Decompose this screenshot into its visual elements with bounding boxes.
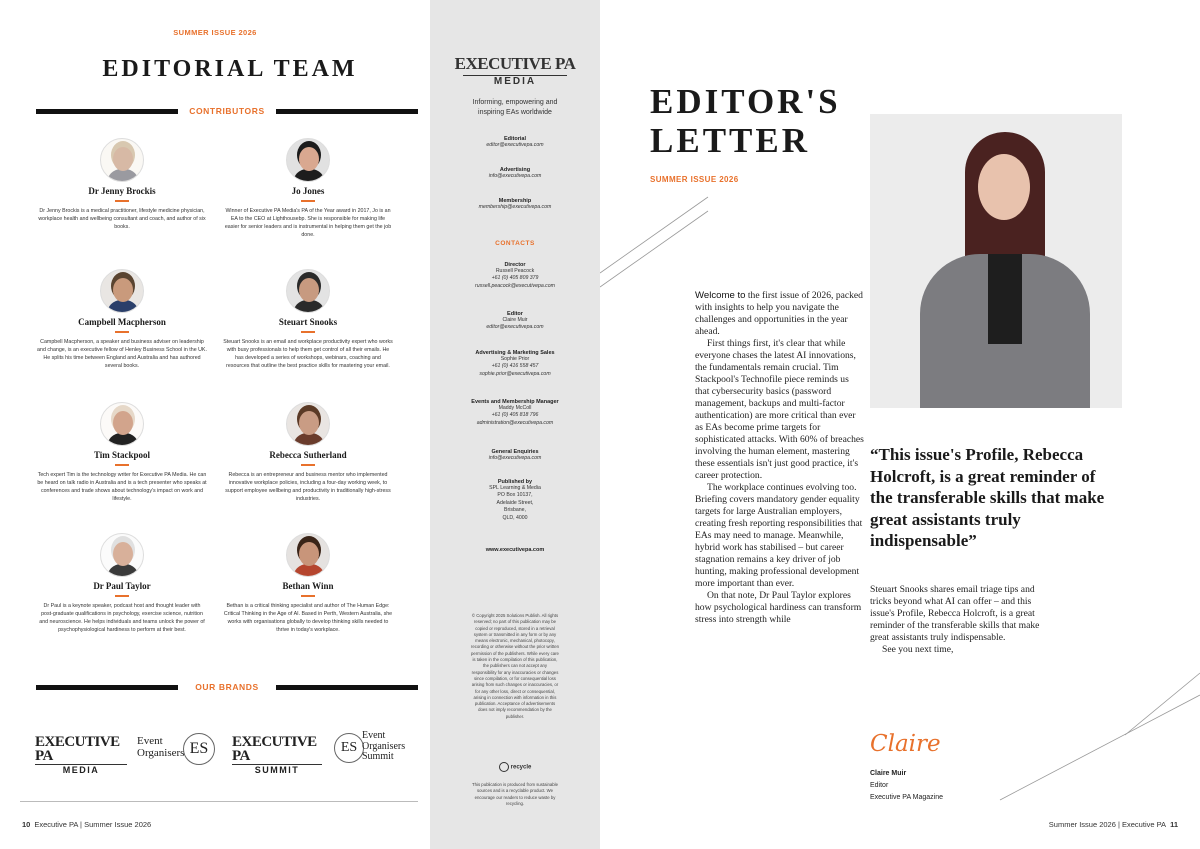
brands-label: OUR BRANDS: [195, 682, 259, 692]
col2-paragraph: Steuart Snooks shares email triage tips and tricks beyond what AI can offer – and this issue's Profile, Rebecca Holcroft, is a great reminder of the transferable skills that make great assistants truly indispensable.: [870, 584, 1040, 643]
issue-tag: SUMMER ISSUE 2026: [173, 28, 257, 37]
recycle-label: recycle: [510, 764, 532, 771]
name-underline: [301, 595, 315, 597]
contributor-card: [37, 269, 207, 370]
avatar-face: [299, 278, 319, 302]
membership-email[interactable]: membership@executivepa.com: [478, 204, 552, 210]
contact-email[interactable]: administration@executivepa.com: [476, 419, 554, 426]
signatory-name: Claire Muir: [870, 770, 907, 777]
es-summit-mark-icon: ES: [334, 733, 364, 763]
footer-rule: [20, 801, 418, 802]
masthead-logo: [430, 54, 600, 87]
membership-contact: [430, 198, 600, 211]
advertising-email[interactable]: info@executivepa.com: [488, 173, 542, 179]
avatar-face: [113, 147, 133, 171]
name-underline: [115, 595, 129, 597]
contributor-bio: Rebecca is an entrepreneur and business mentor who implemented innovative workplace policies, including a four-day working week, to support employee wellbeing and productivity in traditionally high-stress industries.: [225, 472, 391, 502]
brands-divider-right: [276, 685, 418, 690]
portrait-top: [988, 254, 1022, 344]
name-underline: [115, 464, 129, 466]
contact-name: Russell Peacock: [495, 268, 535, 274]
contributor-name: Jo Jones: [291, 186, 325, 196]
title-line-1: EDITOR'S: [650, 82, 841, 121]
contact-name: Maddy McColl: [498, 405, 532, 411]
left-page: [0, 0, 430, 849]
brand-eos-text: [362, 731, 405, 763]
brand-summit-wordmark: SUMMIT: [232, 764, 322, 775]
editorial-head: Editorial: [503, 136, 526, 142]
avatar: [100, 138, 144, 182]
contact-role: Events and Membership Manager: [471, 399, 559, 405]
recycle-badge: [430, 762, 600, 772]
contact-role: Director: [504, 262, 526, 268]
letter-paragraph-3: The workplace continues evolving too. Briefing covers mandatory gender equality targets for large Australian employers, creating fresh reporting responsibilities that EAs may need to manage. Meanwhile, hybrid work has stabilised – but career stagnation remains a key driver of job hunting, making professional development more important than ever.: [695, 482, 863, 589]
contributor-card: [37, 138, 207, 231]
contributor-name: Dr Paul Taylor: [93, 581, 151, 591]
avatar-face: [113, 542, 133, 566]
signatory: [870, 768, 943, 804]
contact-role: Advertising & Marketing Sales: [475, 350, 555, 356]
advertising-head: Advertising: [499, 167, 531, 173]
avatar: [286, 138, 330, 182]
avatar-face: [299, 147, 319, 171]
contact-entry: [430, 449, 600, 462]
right-page-number: 11: [1170, 820, 1178, 829]
name-underline: [301, 464, 315, 466]
name-underline: [301, 331, 315, 333]
avatar: [100, 269, 144, 313]
recycle-note: This publication is produced from sustainable sources and is a recyclable product. We encourage our readers to reduce waste by recycling.: [472, 782, 558, 806]
avatar: [286, 402, 330, 446]
contributor-bio: Campbell Macpherson, a speaker and business adviser on leadership and change, is an executive fellow of Henley Business School in the UK. He splits his time between England and Australia and has authored several books.: [37, 339, 207, 369]
contributor-card: [223, 533, 393, 634]
contributor-card: [223, 269, 393, 370]
decorative-lines-bottom: [995, 665, 1200, 805]
letter-paragraph-1: [695, 290, 865, 338]
contributor-bio: Dr Jenny Brockis is a medical practitioner, lifestyle medicine physician, workplace health and wellbeing consultant and coach, and author of six books.: [38, 208, 206, 230]
left-folio-text: Executive PA | Summer Issue 2026: [34, 820, 152, 829]
name-underline: [115, 200, 129, 202]
avatar-face: [113, 411, 133, 435]
contributor-bio: Steuart Snooks is an email and workplace productivity expert who works with busy professionals to help them get control of all their emails. He has developed a series of workshops, webinars, coaching and resources that outline the best practice skills for mastering your email.: [223, 339, 393, 369]
decorative-lines-top: [600, 195, 710, 290]
pull-quote: “This issue's Profile, Rebecca Holcroft, is a great reminder of the transferable skills that make great assistants truly indispensable”: [870, 445, 1105, 550]
contact-role: Editor: [507, 311, 523, 317]
contributor-name: Rebecca Sutherland: [269, 450, 347, 460]
brand-event-organisers-summit: [334, 731, 424, 765]
portrait-face: [978, 154, 1030, 220]
editorial-contact: [430, 136, 600, 149]
brands-divider-left: [36, 685, 178, 690]
contact-entry: [430, 399, 600, 427]
contact-email[interactable]: russell.peacock@executivepa.com: [475, 282, 555, 289]
letter-column-1: [695, 290, 865, 626]
masthead-logo-sub: MEDIA: [463, 75, 567, 87]
brand-executive-pa-summit: [232, 735, 322, 775]
es-mark-icon: ES: [183, 733, 215, 765]
right-issue-tag: SUMMER ISSUE 2026: [650, 175, 739, 184]
right-folio-text: Summer Issue 2026 | Executive PA: [1048, 820, 1167, 829]
letter-paragraph-2: First things first, it's clear that while everyone chases the latest AI innovations, the fundamentals remain crucial. Tim Stackpool's Technofile piece reminds us that cybersecurity basics (password management, backups and multi-factor authentication) are more critical than ever as EAs become prime targets for sophisticated attacks. With 60% of breaches involving the human element, mastering these essentials isn't just good practice, it's career protection.: [695, 338, 864, 481]
avatar-face: [299, 411, 319, 435]
contact-name: Sophie Prior: [500, 356, 530, 362]
contributor-bio: Dr Paul is a keynote speaker, podcast host and thought leader with post-graduate qualifications in psychology, exercise science, nutrition and neuroscience. He helps individuals and teams unlock the power of psychophysiological hardiness to perform at their best.: [39, 603, 205, 633]
contact-phone[interactable]: +61 (0) 416 558 457: [491, 363, 539, 370]
brand-eos-line2: Organisers: [362, 740, 406, 752]
brand-epa-wordmark: EXECUTIVE PA: [35, 734, 120, 764]
name-underline: [115, 331, 129, 333]
contacts-label: CONTACTS: [495, 240, 535, 247]
brand-eos-line3: Summit: [362, 751, 394, 762]
publisher-block: [430, 479, 600, 522]
advertising-contact: [430, 167, 600, 180]
masthead-column: [430, 0, 600, 849]
avatar-face: [299, 542, 319, 566]
recycle-icon: [499, 762, 509, 772]
avatar-face: [113, 278, 133, 302]
contributor-card: [223, 138, 393, 239]
divider-left: [36, 109, 178, 114]
contact-email[interactable]: info@executivepa.com: [488, 455, 542, 461]
published-line: QLD, 4000: [502, 514, 528, 521]
editorial-email[interactable]: editor@executivepa.com: [486, 142, 544, 148]
published-head: Published by: [497, 479, 533, 485]
name-underline: [301, 200, 315, 202]
brand-eos-line1: Event: [362, 730, 386, 741]
left-folio: [22, 820, 151, 829]
contact-entry: [430, 262, 600, 290]
lead-in: Welcome to: [695, 290, 746, 301]
sign-off: See you next time,: [882, 644, 954, 655]
para-1-text: the first issue of 2026, packed with insights to help you navigate the challenges and opportunities in the year ahead.: [695, 290, 863, 337]
contributors-label: CONTRIBUTORS: [189, 106, 265, 116]
contributor-card: [37, 533, 207, 634]
letter-column-2: [870, 584, 1040, 656]
contributor-bio: Bethan is a critical thinking specialist and author of The Human Edge: Critical Thinking in the Age of AI. Based in Perth, Western Australia, she works with organisations globally to develop thinking skills needed to thrive in today's workplace.: [223, 603, 393, 633]
brand-epa-summit-wordmark: EXECUTIVE PA: [232, 734, 317, 764]
published-line: SPL Learning & Media: [489, 485, 541, 491]
right-page: [600, 0, 1200, 849]
editor-portrait: [870, 114, 1122, 408]
brand-event-organisers: [137, 735, 227, 767]
contributor-card: [223, 402, 393, 503]
brand-media-wordmark: MEDIA: [35, 764, 127, 775]
contributor-name: Bethan Winn: [282, 581, 334, 591]
avatar: [100, 402, 144, 446]
brand-executive-pa-media: [35, 735, 127, 775]
letter-paragraph-4: On that note, Dr Paul Taylor explores how psychological hardiness can transform stress into strength while: [695, 590, 862, 625]
editors-letter-title: [650, 82, 841, 160]
signatory-role: Editor: [870, 782, 889, 789]
contributor-name: Tim Stackpool: [93, 450, 151, 460]
contact-email[interactable]: editor@executivepa.com: [486, 324, 544, 331]
contributor-bio: Winner of Executive PA Media's PA of the Year award in 2017, Jo is an EA to the CEO at Lighthousebp. She is responsible for making life easier for senior leaders and is instrumental in helping them get the job done.: [224, 208, 392, 238]
divider-right: [276, 109, 418, 114]
avatar: [286, 269, 330, 313]
brand-eo-line2: Organisers: [137, 747, 185, 759]
signature: Claire: [870, 731, 941, 757]
title-line-2: LETTER: [650, 121, 810, 160]
contact-phone[interactable]: +61 (0) 405 818 796: [491, 412, 539, 419]
membership-head: Membership: [498, 198, 532, 204]
contact-entry: [430, 350, 600, 378]
left-page-number: 10: [22, 820, 31, 829]
published-line: PO Box 10137,: [497, 492, 533, 499]
tagline: Informing, empowering and inspiring EAs worldwide: [472, 99, 558, 116]
masthead-logo-main: EXECUTIVE PA: [454, 54, 576, 73]
contact-name: Claire Muir: [502, 317, 528, 323]
contributor-name: Dr Jenny Brockis: [88, 186, 156, 196]
brand-eo-line1: Event: [137, 735, 163, 747]
contributor-card: [37, 402, 207, 503]
contributor-name: Campbell Macpherson: [78, 317, 166, 327]
contact-email[interactable]: sophie.prior@executivepa.com: [479, 370, 551, 377]
avatar: [100, 533, 144, 577]
contributor-name: Steuart Snooks: [278, 317, 338, 327]
published-line: Brisbane,: [504, 507, 526, 514]
page-title: EDITORIAL TEAM: [102, 56, 358, 82]
published-line: Adelaide Street,: [496, 499, 534, 506]
website-link[interactable]: www.executivepa.com: [485, 547, 545, 553]
contact-entry: [430, 311, 600, 332]
copyright-notice: © Copyright 2025 Solutions Publish. All rights reserved; no part of this publication may be copied or reproduced, stored in a retrieval system or transmitted in any form or by any means electronic, mechanical, photocopy, recording or otherwise without the prior written permission of the publishers. While every care is taken in the compilation of this publication, the publishers can not accept any responsibility for any inaccuracies or changes since compilation, or for consequential loss arising from such changes or inaccuracies, or for any other loss, direct or consequential, arising in connection with information in this publication. Acceptance of advertisements does not imply recommendation by the publisher.: [470, 613, 560, 719]
right-folio: [1049, 820, 1178, 829]
contact-role: General Enquiries: [491, 449, 539, 455]
contact-phone[interactable]: +61 (0) 405 809 379: [491, 275, 539, 282]
signatory-org: Executive PA Magazine: [870, 794, 944, 801]
contributor-bio: Tech expert Tim is the technology writer for Executive PA Media. He can be heard on talk radio in Australia and is a tech presenter who speaks at conferences and trade shows about technology's impact on work and lifestyle.: [37, 472, 207, 502]
avatar: [286, 533, 330, 577]
